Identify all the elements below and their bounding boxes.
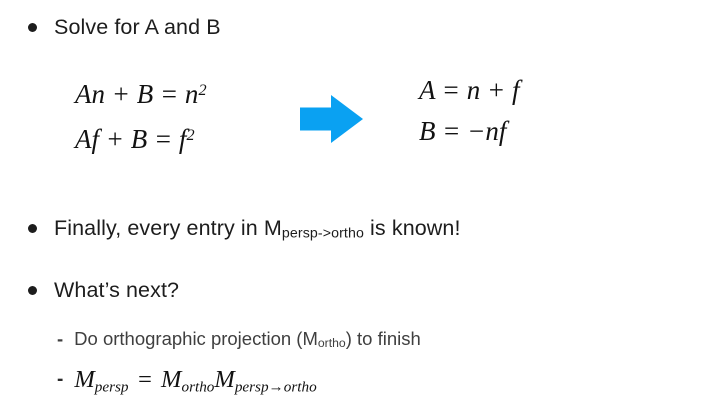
sub1-text — [74, 328, 421, 350]
bullet-icon — [28, 224, 37, 233]
sub2-m2-subscript: ortho — [181, 378, 215, 396]
sub1-subscript: ortho — [317, 336, 346, 351]
sub2-m1: M — [74, 366, 95, 393]
bullet2-post: is known! — [363, 216, 461, 240]
equation-system-left — [75, 70, 207, 160]
bullet-item-finally — [28, 216, 461, 242]
sub1-pre: Do orthographic projection (M — [74, 328, 318, 349]
dash-icon: - — [57, 369, 64, 390]
sub2-m3: M — [214, 366, 235, 393]
sub-bullet-ortho-projection — [57, 328, 421, 350]
res2-body: B = −nf — [419, 116, 507, 146]
eq1-body: An + B = n — [75, 79, 199, 110]
sub2-equation — [74, 366, 316, 396]
sub2-equals: = — [136, 366, 154, 393]
sub2-m2: M — [161, 366, 182, 393]
bullet-item-whats-next — [28, 278, 179, 303]
bullet3-text: What’s next? — [54, 278, 180, 302]
right-arrow-icon — [300, 95, 363, 143]
equation-line-1 — [75, 70, 207, 115]
bullet-icon — [28, 23, 37, 32]
bullet2-subscript: persp->ortho — [281, 225, 364, 242]
res1-body: A = n + f — [419, 75, 520, 105]
sub2-m1-subscript: persp — [94, 378, 129, 396]
eq2-body: Af + B = f — [75, 124, 187, 155]
right-arrow-shape — [300, 95, 363, 143]
sub-bullet-matrix-equation — [57, 366, 317, 396]
bullet-icon — [28, 286, 37, 295]
equation-line-2 — [75, 115, 207, 160]
eq2-superscript: 2 — [186, 126, 195, 145]
sub2-m3-subscript: persp→ortho — [234, 378, 317, 396]
result-line-1 — [419, 70, 519, 111]
bullet2-pre: Finally, every entry in M — [54, 216, 282, 240]
result-line-2 — [419, 111, 519, 152]
bullet1-text: Solve for A and B — [54, 15, 221, 39]
dash-icon: - — [57, 328, 64, 349]
sub1-post: ) to finish — [345, 328, 421, 349]
bullet-item-solve — [28, 15, 221, 40]
equation-system-right — [419, 70, 519, 152]
eq1-superscript: 2 — [198, 81, 207, 99]
bullet2-text — [54, 216, 461, 242]
